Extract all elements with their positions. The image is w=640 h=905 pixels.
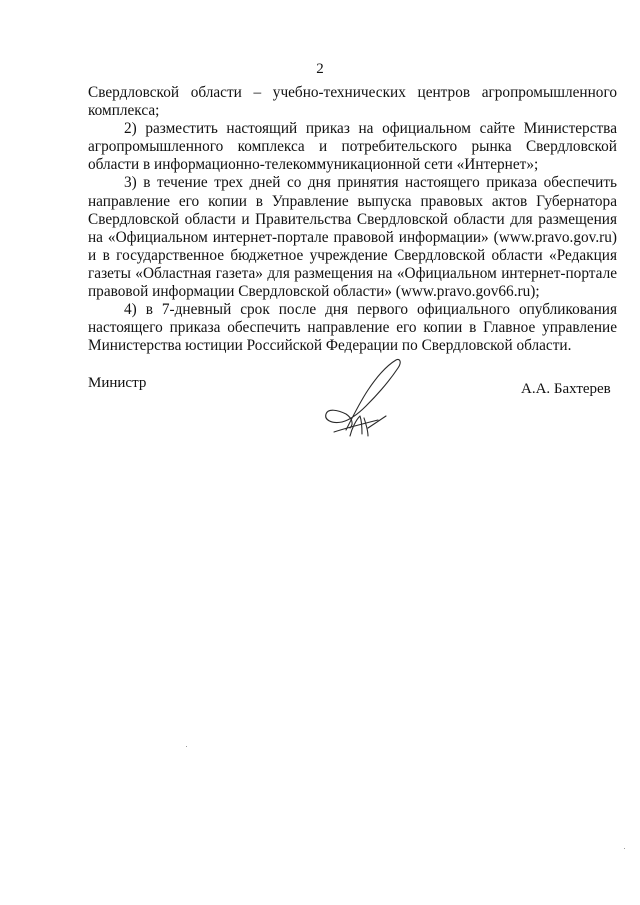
- paragraph-item-4: 4) в 7-дневный срок после дня первого официального опубликования настоящего приказа обеспечить направление его копии в Главное управление Министерства юстиции Российской Федерации по Свердловской области.: [88, 301, 617, 355]
- signatory-title: Министр: [88, 375, 147, 391]
- paragraph-item-2: 2) разместить настоящий приказ на официальном сайте Министерства агропромышленного комплекса и потребительского рынка Свердловской области в информационно-телекоммуникационной сети «Интернет»;: [88, 120, 617, 174]
- scan-speck: [624, 848, 625, 849]
- paragraph-continuation: Свердловской области – учебно-технических центров агропромышленного комплекса;: [88, 84, 617, 120]
- signatory-name: А.А. Бахтерев: [521, 381, 611, 397]
- scan-speck: [186, 746, 187, 747]
- signature-stroke-letter-b: [364, 416, 386, 436]
- handwritten-signature: [316, 358, 416, 440]
- page-number: 2: [316, 61, 324, 77]
- document-body: [88, 84, 617, 355]
- paragraph-item-3: 3) в течение трех дней со дня принятия настоящего приказа обеспечить направление его копии в Управление выпуска правовых актов Губернатора Свердловской области и Правительства Свердловской области для размещения на «Официальном интернет-портале правовой информации» (www.pravo.gov.ru) и в государственное бюджетное учреждение Свердловской области «Редакция газеты «Областная газета» для размещения на «Официальном интернет-портале правовой информации Свердловской области» (www.pravo.gov66.ru);: [88, 174, 617, 301]
